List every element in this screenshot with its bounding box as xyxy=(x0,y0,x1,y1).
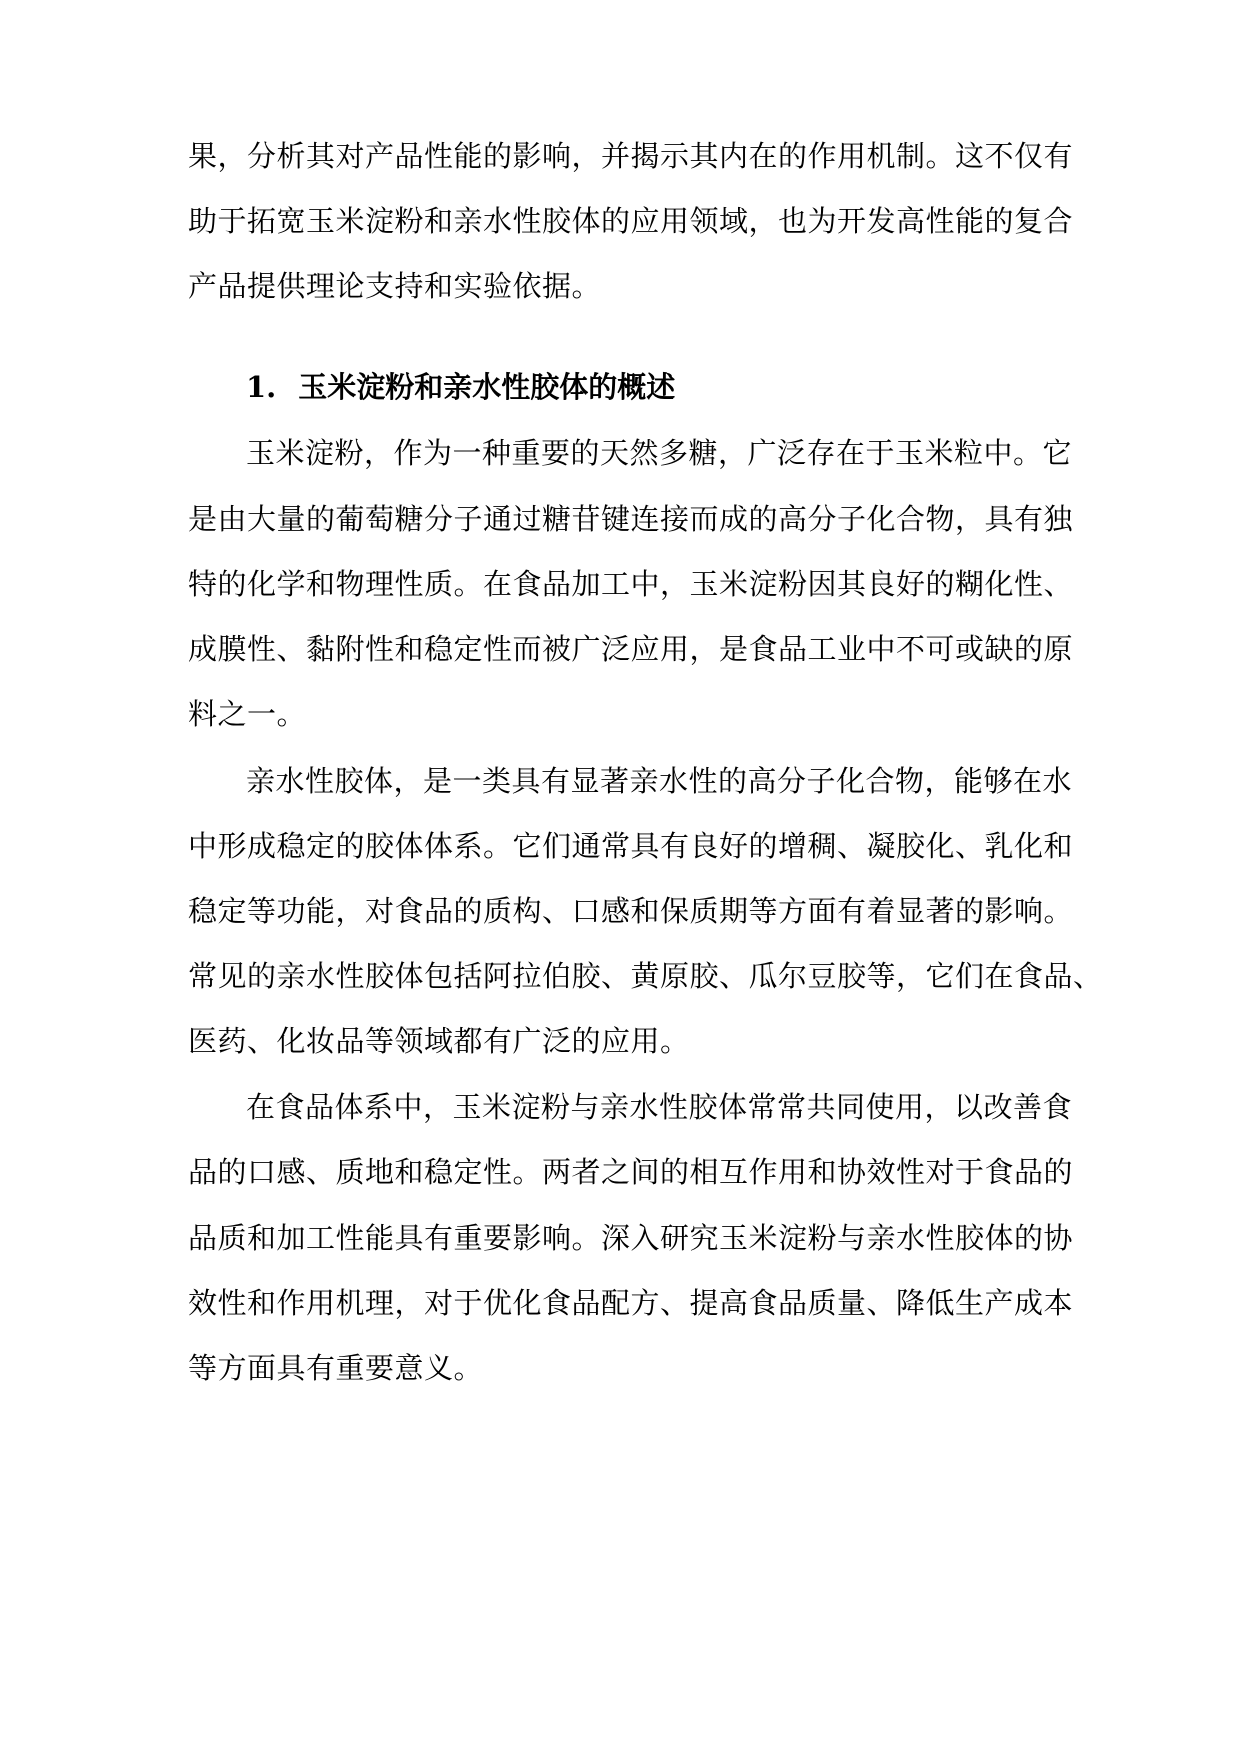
para2-line-3: 稳定等功能，对食品的质构、口感和保质期等方面有着显著的影响。 xyxy=(188,894,1074,928)
section-heading xyxy=(246,369,675,405)
para1-line-4: 成膜性、黏附性和稳定性而被广泛应用，是食品工业中不可或缺的原 xyxy=(188,632,1074,666)
para2-line-4: 常见的亲水性胶体包括阿拉伯胶、黄原胶、瓜尔豆胶等，它们在食品、 xyxy=(188,959,1103,993)
para3-line-2: 品的口感、质地和稳定性。两者之间的相互作用和协效性对于食品的 xyxy=(188,1155,1074,1189)
section-number: 1. xyxy=(246,370,277,404)
para2-line-5: 医药、化妆品等领域都有广泛的应用。 xyxy=(188,1024,690,1058)
para3-line-3: 品质和加工性能具有重要影响。深入研究玉米淀粉与亲水性胶体的协 xyxy=(188,1221,1074,1255)
intro-line-3: 产品提供理论支持和实验依据。 xyxy=(188,269,602,303)
intro-line-2: 助于拓宽玉米淀粉和亲水性胶体的应用领域，也为开发高性能的复合 xyxy=(188,204,1074,238)
intro-line-1: 果，分析其对产品性能的影响，并揭示其内在的作用机制。这不仅有 xyxy=(188,139,1074,173)
para2-line-2: 中形成稳定的胶体体系。它们通常具有良好的增稠、凝胶化、乳化和 xyxy=(188,829,1074,863)
para1-line-1: 玉米淀粉，作为一种重要的天然多糖，广泛存在于玉米粒中。它 xyxy=(246,436,1073,470)
para3-line-4: 效性和作用机理，对于优化食品配方、提高食品质量、降低生产成本 xyxy=(188,1286,1074,1320)
para3-line-5: 等方面具有重要意义。 xyxy=(188,1351,484,1385)
para3-line-1: 在食品体系中，玉米淀粉与亲水性胶体常常共同使用，以改善食 xyxy=(246,1090,1073,1124)
para2-line-1: 亲水性胶体，是一类具有显著亲水性的高分子化合物，能够在水 xyxy=(246,764,1073,798)
section-title: 玉米淀粉和亲水性胶体的概述 xyxy=(298,370,676,404)
para1-line-5: 料之一。 xyxy=(188,697,307,731)
para1-line-2: 是由大量的葡萄糖分子通过糖苷键连接而成的高分子化合物，具有独 xyxy=(188,502,1074,536)
para1-line-3: 特的化学和物理性质。在食品加工中，玉米淀粉因其良好的糊化性、 xyxy=(188,567,1074,601)
